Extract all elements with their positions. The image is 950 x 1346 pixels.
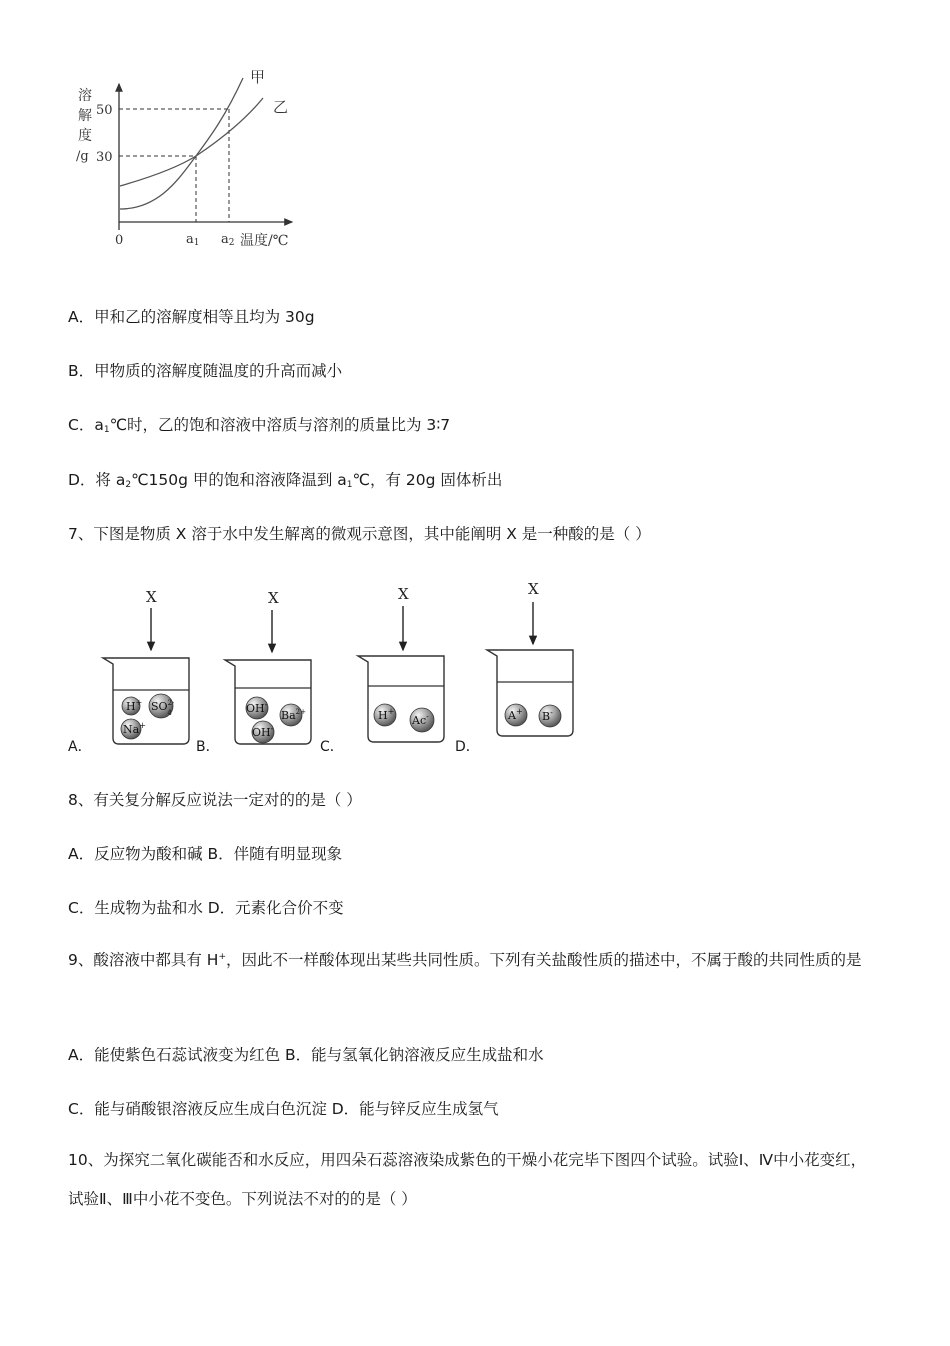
x-axis-label: 温度/℃ [240,233,289,249]
curve-jia-label: 甲 [250,68,266,86]
q7-label-a: A． [68,739,92,755]
ion-oh-1: OH- [246,700,268,715]
solubility-graph [70,62,310,257]
q10-stem: 10、为探究二氧化碳能否和水反应，用四朵石蕊溶液染成紫色的干燥小花完毕下图四个试验。试验Ⅰ、Ⅳ中小花变红，试验Ⅱ、Ⅲ中小花不变色。下列说法不对的的是（ ） [68,1151,867,1208]
beaker-b [225,589,311,744]
q6-option-b: B．甲物质的溶解度随温度的升高而减小 [68,362,343,380]
curve-yi [120,98,263,186]
x-tick-a2: a2 [221,232,235,248]
origin-label: 0 [115,233,124,248]
ion-h-c: H+ [378,707,395,722]
ion-b: B- [542,708,553,723]
beaker-c [358,585,444,742]
beaker-a-x: X [146,588,157,606]
q8-options-cd: C．生成物为盐和水 D．元素化合价不变 [68,899,344,917]
y-label-3: 度 [78,128,92,144]
q6-option-a: A．甲和乙的溶解度相等且均为 30g [68,308,315,326]
beaker-c-x: X [398,585,409,603]
q8-options-ab: A．反应物为酸和碱 B．伴随有明显现象 [68,845,343,863]
q7-label-d: D． [455,739,480,755]
ion-so4: $SO^{2-}4$ [151,699,175,717]
ion-a: A+ [508,707,523,722]
ion-h: H+ [126,698,143,713]
y-tick-30: 30 [96,150,113,165]
q7-label-c: C． [320,739,344,755]
q7-stem: 7、下图是物质 X 溶于水中发生解离的微观示意图，其中能阐明 X 是一种酸的是（ ） [68,525,651,543]
beaker-d [487,580,573,736]
ion-ba: $Ba^{2+}$ [281,708,306,722]
ion-na: Na+ [123,721,146,736]
beakers-diagram [95,578,585,750]
curve-jia [120,78,243,209]
q6-option-c: C．$a_1℃$时，乙的饱和溶液中溶质与溶剂的质量比为 3∶7 [68,416,451,435]
y-tick-50: 50 [96,103,113,118]
x-tick-a1: a1 [186,232,200,248]
curve-yi-label: 乙 [273,98,289,116]
beaker-d-x: X [528,580,539,598]
ion-ac: Ac- [412,712,429,727]
y-label-2: 解 [78,108,92,124]
q9-options-ab: A．能使紫色石蕊试液变为红色 B．能与氢氧化钠溶液反应生成盐和水 [68,1046,544,1064]
ion-oh-2: OH- [252,724,274,739]
beaker-b-x: X [268,589,279,607]
y-label-4: /g [76,149,89,164]
q7-label-b: B． [196,739,220,755]
q8-stem: 8、有关复分解反应说法一定对的的是（ ） [68,791,362,809]
beaker-a [103,588,189,744]
q6-option-d: D．将 $a_2℃150g$ 甲的饱和溶液降温到 $a_1℃$，有 20g 固体析出 [68,471,503,490]
q9-stem: 9、酸溶液中都具有 H+，因此不一样酸体现出某些共同性质。下列有关盐酸性质的描述中，不属于酸的共同性质的是 [68,951,862,969]
q9-options-cd: C．能与硝酸银溶液反应生成白色沉淀 D．能与锌反应生成氢气 [68,1100,499,1118]
y-label-1: 溶 [78,88,92,104]
